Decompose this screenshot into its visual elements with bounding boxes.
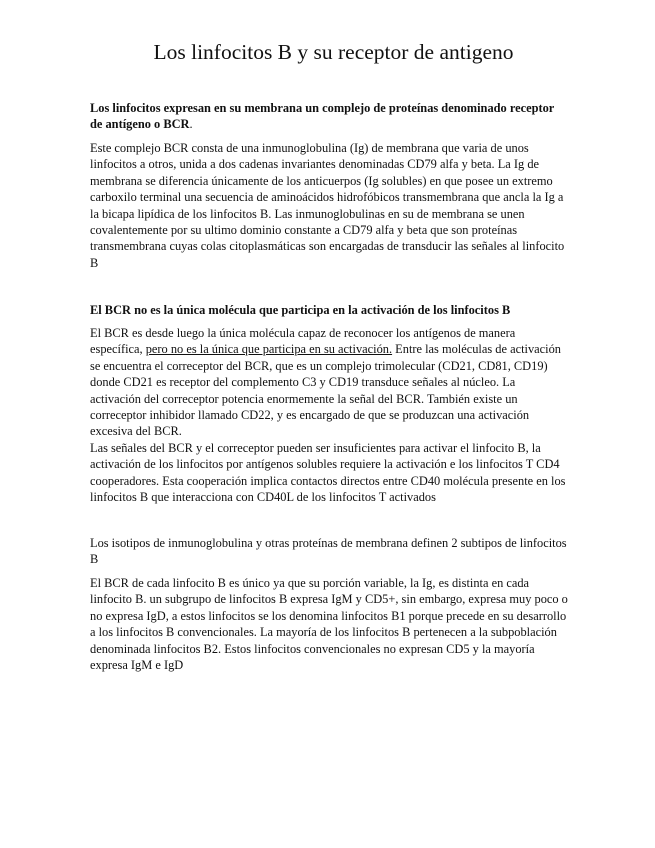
section2-heading: El BCR no es la única molécula que participa en la activación de los linfocitos B xyxy=(90,303,511,317)
section2-body xyxy=(90,325,568,440)
section1-body-block xyxy=(90,140,568,271)
section2-body-underlined: pero no es la única que participa en su activación. xyxy=(145,342,393,357)
section1-heading-end: . xyxy=(189,117,193,132)
section3-body-block xyxy=(90,575,568,673)
section1-body: Este complejo BCR consta de una inmunoglobulina (Ig) de membrana que varia de unos linfocitos a otros, unida a dos cadenas invariantes denominadas CD79 alfa y beta. La Ig de membrana se diferencia únicamente de los anticuerpos (Ig solubles) en que posee un extremo carboxilo terminal una secuencia de aminoácidos hidrofóbicos transmembrana que ancla la Ig a la bicapa lipídica de los linfocitos B. Las inmunoglobulinas en su de membrana se unen covalentemente por su ultimo dominio constante a CD79 alfa y beta que son proteínas transmembrana cuyas colas citoplasmáticas son encargadas de transducir las señales al linfocito B xyxy=(90,141,565,270)
section2-body-start: El BCR es desde luego la única molécula capaz de reconocer los antígenos de manera específica, xyxy=(90,326,516,357)
section2-heading-block xyxy=(90,302,568,318)
section1-heading-block xyxy=(90,100,568,133)
section3-heading: Los isotipos de inmunoglobulina y otras proteínas de membrana definen 2 subtipos de linfocitos B xyxy=(90,536,567,567)
section1-heading: Los linfocitos expresan en su membrana un complejo de proteínas denominado receptor de antígeno o BCR xyxy=(90,101,555,132)
section2-body2: Las señales del BCR y el correceptor pueden ser insuficientes para activar el linfocito B, la activación de los linfocitos por antígenos solubles requiere la activación e los linfocitos T CD4 cooperadores. Esta cooperación implica contactos directos entre CD40 molécula presente en los linfocitos B que interacciona con CD40L de los linfocitos T activados xyxy=(90,440,566,505)
section2-body-rest: Entre las moléculas de activación se encuentra el correceptor del BCR, que es un complejo trimolecular (CD21, CD81, CD19) donde CD21 es receptor del complemento C3 y CD19 transduce señales al núcleo. La activación del correceptor potencia enormemente la señal del BCR. También existe un correceptor inhibidor llamado CD22, y es encargado de que se produzcan una activación excesiva del BCR. xyxy=(90,342,562,439)
section3-heading-block xyxy=(90,535,568,568)
section2-body-block xyxy=(90,325,568,505)
section3-body: El BCR de cada linfocito B es único ya que su porción variable, la Ig, es distinta en cada linfocito B. un subgrupo de linfocitos B expresa IgM y CD5+, sin embargo, expresa muy poco o no expresa IgD, a estos linfocitos se los denomina linfocitos B1 porque precede en su desarrollo a los linfocitos B convencionales. La mayoría de los linfocitos B pertenecen a la subpoblación denominada linfocitos B2. Estos linfocitos convencionales no expresan CD5 y la mayoría expresa IgM e IgD xyxy=(90,576,568,673)
page-title: Los linfocitos B y su receptor de antigeno xyxy=(153,40,514,64)
